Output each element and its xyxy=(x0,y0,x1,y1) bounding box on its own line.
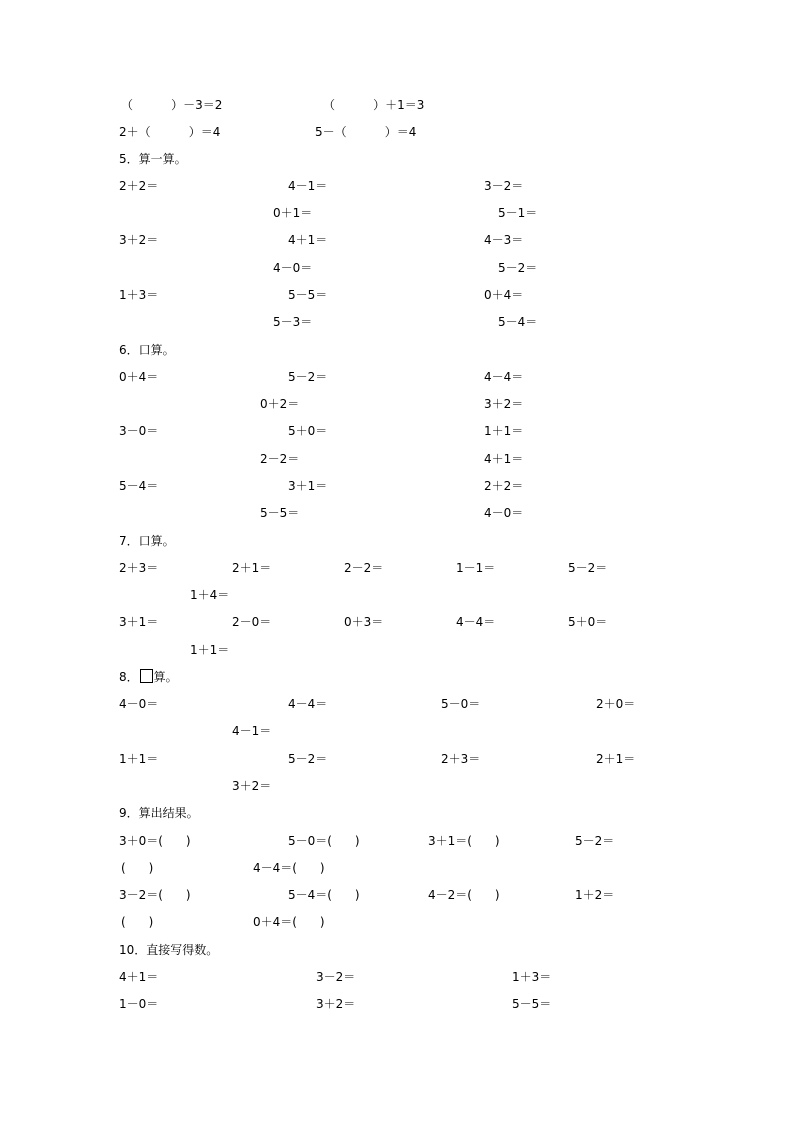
equation: 2＋2＝ xyxy=(484,479,524,493)
equation: 4＋1＝ xyxy=(484,452,524,466)
equation: 2－0＝ xyxy=(232,615,272,629)
fill-in-item: （ ）－3＝2 xyxy=(121,98,223,112)
equation: 1＋3＝ xyxy=(119,288,159,302)
equation: 3－2＝( ) xyxy=(119,888,191,902)
equation: 5－1＝ xyxy=(498,206,538,220)
equation: 5－2＝ xyxy=(568,561,608,575)
equation: 2－2＝ xyxy=(260,452,300,466)
equation: 3＋1＝ xyxy=(288,479,328,493)
equation: 2－2＝ xyxy=(344,561,384,575)
blank-box-icon xyxy=(140,669,153,683)
equation: 4－4＝ xyxy=(288,697,328,711)
equation: 5－4＝ xyxy=(498,315,538,329)
equation: 2＋0＝ xyxy=(596,697,636,711)
equation: 4＋1＝ xyxy=(119,970,159,984)
equation: 5－4＝ xyxy=(119,479,159,493)
equation: 4－4＝( ) xyxy=(253,861,325,875)
equation: 5－3＝ xyxy=(273,315,313,329)
section-title xyxy=(119,669,178,685)
equation: 0＋4＝ xyxy=(484,288,524,302)
equation: 3＋0＝( ) xyxy=(119,834,191,848)
equation: 5＋0＝ xyxy=(568,615,608,629)
fill-in-item: 5－（ ）＝4 xyxy=(315,125,417,139)
equation: 5＋0＝ xyxy=(288,424,328,438)
section-title-text: 算。 xyxy=(153,670,178,684)
equation: 4－3＝ xyxy=(484,233,524,247)
fill-in-item: 2＋（ ）＝4 xyxy=(119,125,221,139)
equation: 4－0＝ xyxy=(119,697,159,711)
equation: 4＋1＝ xyxy=(288,233,328,247)
equation: 5－4＝( ) xyxy=(288,888,360,902)
equation: 5－0＝( ) xyxy=(288,834,360,848)
equation: 1＋1＝ xyxy=(119,752,159,766)
equation: 3＋2＝ xyxy=(232,779,272,793)
equation: 3－2＝ xyxy=(484,179,524,193)
equation: 3＋2＝ xyxy=(484,397,524,411)
equation: 4－1＝ xyxy=(288,179,328,193)
equation: 1＋4＝ xyxy=(190,588,230,602)
equation: 1＋1＝ xyxy=(190,643,230,657)
equation: 1＋1＝ xyxy=(484,424,524,438)
equation: 0＋3＝ xyxy=(344,615,384,629)
equation: 3－0＝ xyxy=(119,424,159,438)
equation: 1＋3＝ xyxy=(512,970,552,984)
equation: 4－0＝ xyxy=(273,261,313,275)
equation: 5－2＝ xyxy=(288,752,328,766)
equation: 5－5＝ xyxy=(260,506,300,520)
equation: 2＋1＝ xyxy=(596,752,636,766)
equation: 2＋3＝ xyxy=(119,561,159,575)
equation: 1－1＝ xyxy=(456,561,496,575)
equation: ( ) xyxy=(121,861,154,875)
equation: 3＋1＝ xyxy=(119,615,159,629)
equation: 5－5＝ xyxy=(512,997,552,1011)
equation: ( ) xyxy=(121,915,154,929)
equation: 3＋2＝ xyxy=(316,997,356,1011)
equation: 0＋1＝ xyxy=(273,206,313,220)
equation: 3－2＝ xyxy=(316,970,356,984)
equation: 3＋2＝ xyxy=(119,233,159,247)
equation: 5－5＝ xyxy=(288,288,328,302)
equation: 0＋4＝( ) xyxy=(253,915,325,929)
equation: 1－0＝ xyxy=(119,997,159,1011)
equation: 2＋3＝ xyxy=(441,752,481,766)
equation: 5－2＝ xyxy=(575,834,615,848)
fill-in-item: （ ）＋1＝3 xyxy=(323,98,425,112)
equation: 2＋2＝ xyxy=(119,179,159,193)
equation: 4－0＝ xyxy=(484,506,524,520)
equation: 4－4＝ xyxy=(484,370,524,384)
section-title: 5．算一算。 xyxy=(119,152,187,166)
equation: 3＋1＝( ) xyxy=(428,834,500,848)
equation: 1＋2＝ xyxy=(575,888,615,902)
equation: 4－1＝ xyxy=(232,724,272,738)
equation: 0＋4＝ xyxy=(119,370,159,384)
equation: 5－2＝ xyxy=(498,261,538,275)
equation: 0＋2＝ xyxy=(260,397,300,411)
equation: 4－4＝ xyxy=(456,615,496,629)
equation: 5－2＝ xyxy=(288,370,328,384)
section-title: 7．口算。 xyxy=(119,534,175,548)
section-title: 9．算出结果。 xyxy=(119,806,199,820)
section-title: 6．口算。 xyxy=(119,343,175,357)
equation: 2＋1＝ xyxy=(232,561,272,575)
section-title: 10．直接写得数。 xyxy=(119,943,219,957)
equation: 4－2＝( ) xyxy=(428,888,500,902)
section-number: 8． xyxy=(119,670,139,684)
equation: 5－0＝ xyxy=(441,697,481,711)
